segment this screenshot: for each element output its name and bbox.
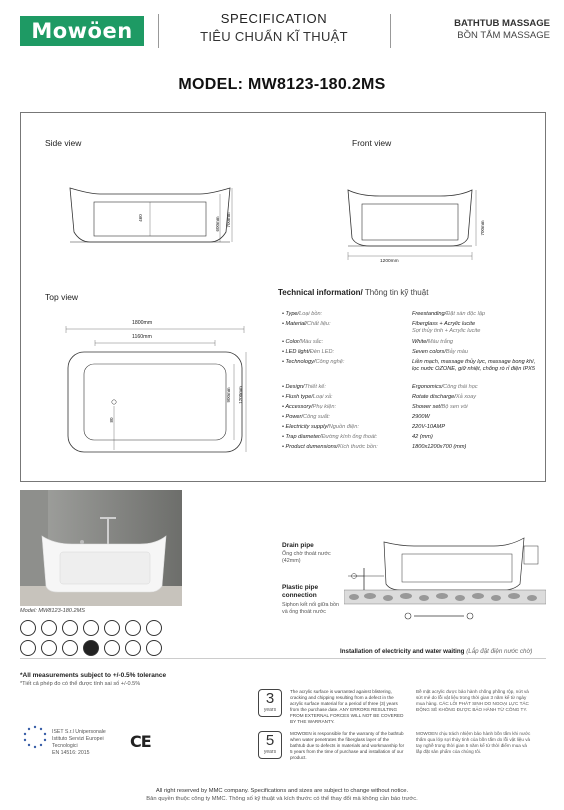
- warranty-5-text-en: MOWOEN is responsible for the warranty of the bathtub when water penetrates the fiberglass layer of the bathtub due to defects in materials and workmanship for 5 years from the time of purchase and installation of our product.: [290, 731, 405, 760]
- installation-caption-en: Installation of electricity and water waiting: [340, 648, 465, 655]
- spec-value-en: Freestanding/: [412, 311, 447, 317]
- water-jet-icon: [41, 620, 57, 636]
- spec-value: [412, 384, 542, 391]
- dim-top-inner-length: 1160mm: [132, 334, 152, 340]
- spec-value: [412, 311, 542, 318]
- spec-label-en: Color/: [285, 339, 301, 345]
- spec-label-en: Type/: [285, 311, 300, 317]
- top-drain-dim-label: [108, 413, 118, 427]
- bullet-icon: •: [282, 424, 286, 430]
- spec-value-en: 1800x1200x700 (mm): [412, 444, 467, 450]
- spec-value: [412, 434, 542, 441]
- dim-side-mid: 600mm: [215, 216, 220, 232]
- photo-model-label: Model: MW8123-180.2MS: [20, 608, 85, 614]
- spec-value-en: 2900W: [412, 414, 430, 420]
- top-inner-width-dim-label: [224, 375, 236, 415]
- spec-label: [282, 349, 407, 356]
- dim-side-full: 700mm: [226, 212, 231, 228]
- heater-icon: [62, 620, 78, 636]
- warranty-3-text-en: The acrylic surface is warranted against blistering, cracking and chipping resulting from a defect in the acrylic surface material for a period of three (3) years from the purchase date. ANY ERRORS RESULTING FROM EXTERNAL FORCES WILL NOT BE COVERED BY THE WARRANTY.: [290, 689, 404, 724]
- spec-label-vi: Phụ kiện:: [312, 404, 336, 410]
- installation-caption-vi: (Lắp đặt điện nước chờ): [464, 648, 533, 655]
- spec-value-vi: Xả xoay: [455, 394, 477, 400]
- ce-mark: CE: [130, 732, 151, 751]
- electric-icon: [125, 640, 141, 656]
- spec-label-vi: Đèn LED:: [309, 349, 335, 355]
- spec-value-en: Ergonomics/: [412, 384, 444, 390]
- bath-icon: [125, 620, 141, 636]
- ergonomic-icon: [62, 640, 78, 656]
- front-height-dim-label: [478, 208, 490, 248]
- tap-icon: [104, 640, 120, 656]
- spec-value: [412, 339, 542, 346]
- spec-value: [412, 424, 542, 431]
- spec-title-en: SPECIFICATION: [220, 11, 328, 26]
- spec-value-en: Liền mạch, massage thủy lực, massage bong khí, lọc nước OZONE, giữ nhiệt, chống rò rỉ điện IPX5: [412, 359, 536, 372]
- footer-copyright-en: All right reserved by MMC company. Specifications and sizes are subject to change without notice.: [155, 788, 409, 794]
- category-en: BATHTUB MASSAGE: [454, 18, 550, 29]
- remote-icon: [41, 640, 57, 656]
- warranty-unit: years: [263, 707, 277, 713]
- spec-label-en: Technology/: [285, 359, 316, 365]
- dim-top-inner-width: 900mm: [226, 387, 231, 403]
- side-view-title: Side view: [45, 138, 82, 148]
- spec-label-en: Power/: [285, 414, 303, 420]
- bullet-icon: •: [282, 434, 286, 440]
- bullet-icon: •: [282, 394, 286, 400]
- product-photo: [20, 490, 182, 606]
- iso-line: EN 14516: 2015: [52, 750, 90, 756]
- iso-certification-icon: [22, 724, 48, 750]
- spec-label-en: Trap diameter/: [285, 434, 322, 440]
- warranty-years: 3: [265, 690, 275, 707]
- spec-label-en: Flush type/: [285, 394, 313, 400]
- technical-title-en: Technical information/: [278, 288, 363, 297]
- drain-pipe-desc: Ống chờ thoát nước (42mm): [282, 551, 331, 564]
- massage-icon: [20, 620, 36, 636]
- top-view-title: Top view: [45, 292, 79, 302]
- spec-title-vi: TIÊU CHUẨN KĨ THUẬT: [200, 29, 348, 44]
- pillow-icon: [104, 620, 120, 636]
- spec-value-en: Shower set/: [412, 404, 442, 410]
- tolerance-note: *All measurements subject to +/-0.5% tolerance: [20, 672, 167, 679]
- spec-value: [412, 359, 542, 373]
- bullet-icon: •: [282, 384, 286, 390]
- plastic-pipe-title: Plastic pipe connection: [282, 584, 319, 599]
- technical-title-vi: Thông tin kỹ thuật: [362, 288, 429, 297]
- spec-label-en: Material/: [285, 321, 307, 327]
- section-divider: [20, 658, 546, 659]
- spec-value: [412, 404, 542, 411]
- spec-label-vi: Nguồn điện:: [328, 424, 359, 430]
- top-width-dim-label: [236, 375, 248, 415]
- spec-label: [282, 394, 407, 401]
- side-inner-dim-label: [135, 208, 149, 228]
- warranty-3-text-vi: Bề mặt acrylic được bảo hành chống phồng rộp, nứt và sứt mẻ do lỗi vật liệu trong thời gian 3 năm kể từ ngày mua hàng. CÁC LỖI PHÁT SINH DO NGOẠI LỰC TÁC ĐỘNG SẼ KHÔNG ĐƯỢC BẢO HÀNH TỪ CÔNG TY.: [416, 689, 529, 712]
- spec-label: [282, 311, 407, 318]
- iso-text: [52, 729, 122, 757]
- spec-value-en: Seven colors/: [412, 349, 446, 355]
- spec-value-vi: Sợi thủy tinh + Acrylic lucite: [412, 328, 481, 334]
- top-view-drawing: [60, 326, 250, 456]
- spec-value-vi: Bảy màu: [445, 349, 468, 355]
- tolerance-note-vi: *Tiết cả phép đo có thể được tính sai số +/-0.5%: [20, 681, 141, 687]
- spec-label: [282, 424, 407, 431]
- spec-value-vi: Đặt sàn độc lập: [446, 311, 486, 317]
- category-vi: BỒN TẮM MASSAGE: [457, 30, 550, 41]
- spec-value: [412, 444, 542, 451]
- dim-front-width: 1200mm: [380, 259, 399, 264]
- dim-top-width: 1200mm: [238, 386, 243, 404]
- spec-value: [412, 349, 542, 356]
- dim-front-height: 700mm: [480, 220, 485, 236]
- spec-label: [282, 339, 407, 346]
- eco-icon: [146, 640, 162, 656]
- header-divider: [390, 14, 391, 48]
- front-view-title: Front view: [352, 138, 392, 148]
- spec-value-en: 220V-10AMP: [412, 424, 446, 430]
- spec-label-en: LED light/: [285, 349, 310, 355]
- warranty-5-years-badge: [258, 731, 282, 759]
- spec-label: [282, 414, 407, 421]
- spec-label-vi: Kích thước bồn:: [338, 444, 378, 450]
- spec-label-en: Design/: [285, 384, 305, 390]
- side-full-dim-label: [224, 200, 236, 240]
- front-view-drawing: [340, 180, 480, 270]
- spec-label-en: Product dumensions/: [285, 444, 339, 450]
- model-title: MODEL: MW8123-180.2MS: [178, 76, 386, 93]
- bullet-icon: •: [282, 359, 286, 365]
- technical-info-title: [278, 288, 428, 297]
- spec-label-vi: Loại bồn:: [299, 311, 323, 317]
- spec-value-en: White/: [412, 339, 428, 345]
- shower-icon: [83, 620, 99, 636]
- warranty-unit: years: [263, 749, 277, 755]
- spec-label-vi: Loại xả:: [312, 394, 333, 400]
- spec-value-en: Rotate discharge/: [412, 394, 456, 400]
- spec-label-vi: Chất liệu:: [306, 321, 331, 327]
- spec-label-en: Electricity supply/: [285, 424, 329, 430]
- spec-label-vi: Công nghệ:: [315, 359, 345, 365]
- spec-label-vi: Công suất:: [302, 414, 330, 420]
- warranty-years: 5: [265, 732, 275, 749]
- plastic-pipe-desc: Siphon kết nối giữa bồn và ống thoát nước: [282, 602, 339, 615]
- spec-value-vi: Bộ sen vòi: [441, 404, 468, 410]
- spec-label: [282, 384, 407, 391]
- iso-line: ISET S.r.l Unipersonale: [52, 729, 106, 735]
- spec-value: [412, 394, 542, 401]
- bullet-icon: •: [282, 414, 286, 420]
- bullet-icon: •: [282, 321, 286, 327]
- installation-caption: [340, 648, 532, 655]
- spec-value-en: 42 (mm): [412, 434, 433, 440]
- spec-label: [282, 444, 407, 451]
- bullet-icon: •: [282, 339, 286, 345]
- spec-value: [412, 321, 542, 335]
- spec-label-vi: Màu sắc:: [300, 339, 324, 345]
- warranty-3-years-badge: [258, 689, 282, 717]
- brand-logo: Mowöen: [20, 16, 144, 46]
- dim-top-drain: 80: [109, 417, 114, 423]
- dim-top-length: 1800mm: [132, 320, 153, 326]
- iso-line: Istituto Servizi Europei Tecnologici: [52, 736, 104, 749]
- bullet-icon: •: [282, 404, 286, 410]
- bullet-icon: •: [282, 349, 286, 355]
- dim-side-inner: 460: [138, 214, 143, 222]
- header-divider: [158, 14, 159, 48]
- spec-label-en: Accessory/: [285, 404, 313, 410]
- spec-label: [282, 404, 407, 411]
- installation-diagram: [344, 528, 546, 634]
- spec-label: [282, 359, 407, 366]
- spec-label-vi: Thiết kế:: [304, 384, 326, 390]
- spec-value: [412, 414, 542, 421]
- footer-copyright-vi: Bản quyền thuộc công ty MMC. Thông số kỹ thuật và kích thước có thể thay đổi mà không cần báo trước.: [146, 796, 418, 802]
- ozone-icon: [20, 640, 36, 656]
- bullet-icon: •: [282, 444, 286, 450]
- spec-value-en: Fiberglass + Acrylic lucite: [412, 321, 476, 327]
- drain-pipe-title: Drain pipe: [282, 542, 314, 549]
- spec-label: [282, 434, 407, 441]
- spec-value-vi: Màu trắng: [427, 339, 454, 345]
- warranty-5-text-vi: MOWOEN chịu trách nhiệm bảo hành bồn tắm khi nước thấm qua lớp sợi thủy tinh của bồn tắm do lỗi vật liệu và tay nghề trong thời gian 5 năm kể từ thời điểm mua và lắp đặt sản phẩm của chúng tôi.: [416, 731, 531, 754]
- bubble-icon: [146, 620, 162, 636]
- spec-label: [282, 321, 407, 328]
- led-light-icon: [83, 640, 99, 656]
- spec-value-vi: Công thái học: [443, 384, 478, 390]
- spec-label-vi: Đường kính ống thoát:: [321, 434, 378, 440]
- bullet-icon: •: [282, 311, 286, 317]
